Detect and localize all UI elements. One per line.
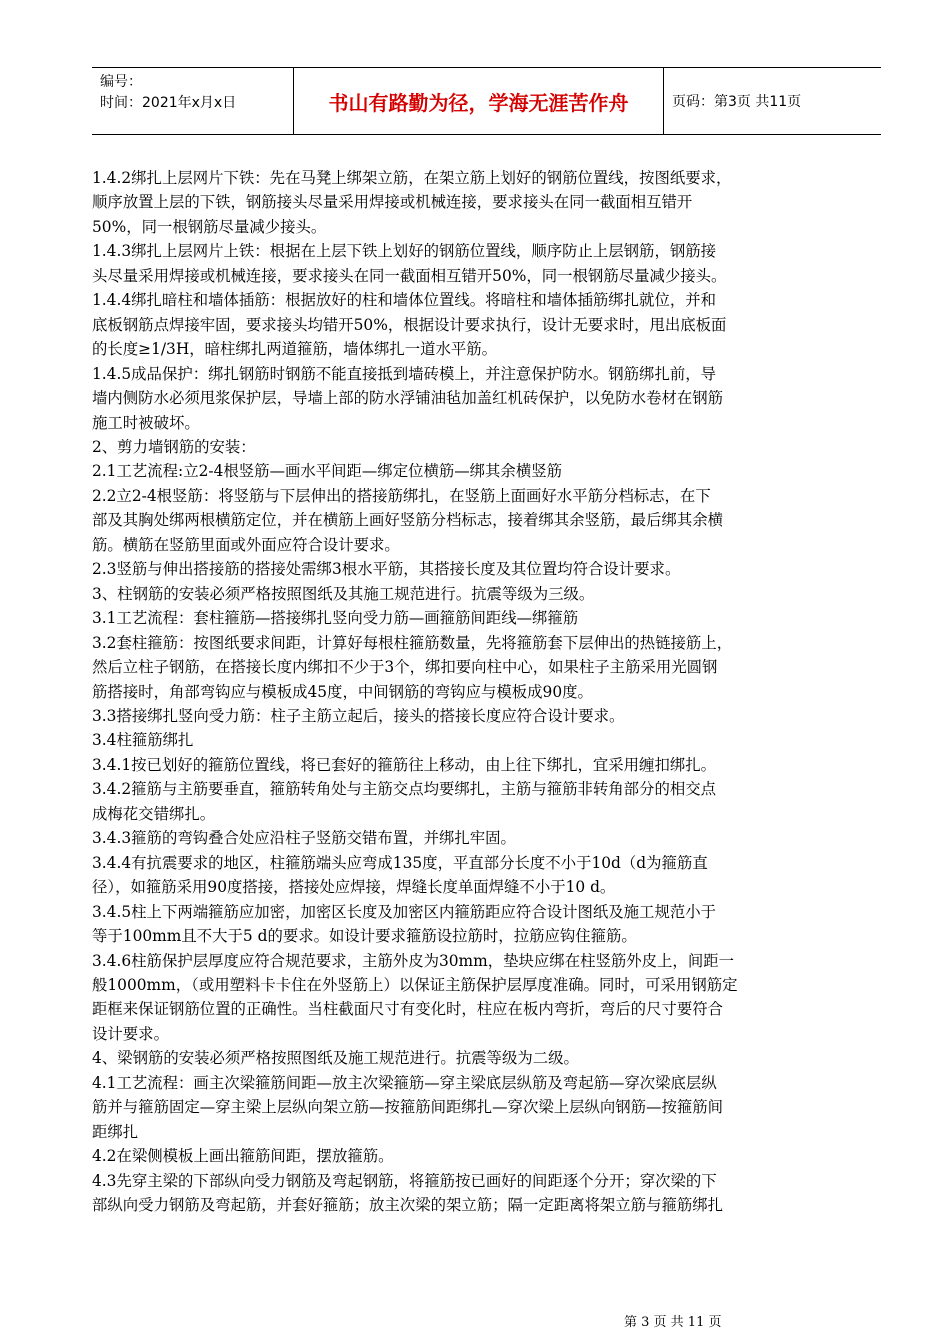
page-header: [92, 67, 881, 135]
text-line: 头尽量采用焊接或机械连接，要求接头在同一截面相互错开50%，同一根钢筋尽量减少接头。: [92, 266, 727, 285]
text-line: 墙内侧防水必须甩浆保护层，导墙上部的防水浮铺油毡加盖红机砖保护，以免防水卷材在钢筋: [92, 389, 724, 408]
text-line: 2.2立2-4根竖筋：将竖筋与下层伸出的搭接筋绑扎，在竖筋上面画好水平筋分档标志，在下: [92, 486, 711, 505]
text-line: 部纵向受力钢筋及弯起筋，并套好箍筋；放主次梁的架立筋；隔一定距离将架立筋与箍筋绑扎: [92, 1196, 724, 1215]
header-page-info: 页码：第3页 共11页: [672, 94, 802, 110]
text-line: 50%，同一根钢筋尽量减少接头。: [92, 217, 327, 236]
text-line: 3.3搭接绑扎竖向受力筋：柱子主筋立起后，接头的搭接长度应符合设计要求。: [92, 706, 625, 725]
text-line: 3.4.2箍筋与主筋要垂直，箍筋转角处与主筋交点均要绑扎，主筋与箍筋非转角部分的相交点: [92, 780, 717, 799]
text-line: 设计要求。: [92, 1024, 169, 1043]
text-line: 3.4.1按已划好的箍筋位置线，将已套好的箍筋往上移动，由上往下绑扎，宜采用缠扣绑扎。: [92, 755, 717, 774]
text-line: 施工时被破坏。: [92, 413, 200, 432]
text-line: 1.4.5成品保护：绑扎钢筋时钢筋不能直接抵到墙砖模上，并注意保护防水。钢筋绑扎前，导: [92, 364, 717, 383]
text-line: 4.1工艺流程：画主次梁箍筋间距—放主次梁箍筋—穿主梁底层纵筋及弯起筋—穿次梁底层纵: [92, 1073, 717, 1092]
text-line: 1.4.3绑扎上层网片上铁：根据在上层下铁上划好的钢筋位置线，顺序防止上层钢筋，钢筋接: [92, 242, 717, 261]
text-line: 4.2在梁侧模板上画出箍筋间距，摆放箍筋。: [92, 1147, 394, 1166]
text-line: 成梅花交错绑扎。: [92, 804, 216, 823]
text-line: 3.4柱箍筋绑扎: [92, 731, 194, 750]
document-body: [92, 166, 892, 1217]
text-line: 1.4.4绑扎暗柱和墙体插筋：根据放好的柱和墙体位置线。将暗柱和墙体插筋绑扎就位，并和: [92, 291, 717, 310]
text-line: 4、梁钢筋的安装必须严格按照图纸及施工规范进行。抗震等级为二级。: [92, 1049, 579, 1068]
text-line: 底板钢筋点焊接牢固，要求接头均错开50%，根据设计要求执行，设计无要求时，甩出底板面: [92, 315, 727, 334]
text-line: 2.3竖筋与伸出搭接筋的搭接处需绑3根水平筋，其搭接长度及其位置均符合设计要求。: [92, 560, 681, 579]
text-line: 筋。横筋在竖筋里面或外面应符合设计要求。: [92, 535, 400, 554]
text-line: 筋并与箍筋固定—穿主梁上层纵向架立筋—按箍筋间距绑扎—穿次梁上层纵向钢筋—按箍筋间: [92, 1098, 724, 1117]
header-divider-right: [663, 68, 664, 134]
text-line: 3、柱钢筋的安装必须严格按照图纸及其施工规范进行。抗震等级为三级。: [92, 584, 595, 603]
page-footer: 第 3 页 共 11 页: [624, 1315, 722, 1330]
text-line: 3.2套柱箍筋：按图纸要求间距，计算好每根柱箍筋数量，先将箍筋套下层伸出的热链接筋上，: [92, 633, 733, 652]
text-line: 3.1工艺流程：套柱箍筋—搭接绑扎竖向受力筋—画箍筋间距线—绑箍筋: [92, 609, 579, 628]
text-line: 径），如箍筋采用90度搭接，搭接处应焊接，焊缝长度单面焊缝不小于10 d。: [92, 878, 616, 897]
text-line: 3.4.4有抗震要求的地区，柱箍筋端头应弯成135度，平直部分长度不小于10d（d为箍筋直: [92, 853, 708, 872]
text-line: 3.4.5柱上下两端箍筋应加密，加密区长度及加密区内箍筋距应符合设计图纸及施工规范小于: [92, 902, 717, 921]
text-line: 筋搭接时，角部弯钩应与模板成45度，中间钢筋的弯钩应与模板成90度。: [92, 682, 593, 701]
text-line: 2、剪力墙钢筋的安装：: [92, 437, 256, 456]
text-line: 2.1工艺流程:立2-4根竖筋—画水平间距—绑定位横筋—绑其余横竖筋: [92, 462, 562, 481]
text-line: 1.4.2绑扎上层网片下铁：先在马凳上绑架立筋，在架立筋上划好的钢筋位置线，按图纸要求，: [92, 169, 732, 187]
text-line: 等于100mm且不大于5 d的要求。如设计要求箍筋设拉筋时，拉筋应钩住箍筋。: [92, 927, 637, 946]
text-line: 般1000mm，（或用塑料卡卡住在外竖筋上）以保证主筋保护层厚度准确。同时，可采用钢筋定: [92, 975, 738, 994]
text-line: 4.3先穿主梁的下部纵向受力钢筋及弯起钢筋，将箍筋按已画好的间距逐个分开；穿次梁的下: [92, 1171, 717, 1190]
text-line: 顺序放置上层的下铁，钢筋接头尽量采用焊接或机械连接，要求接头在同一截面相互错开: [92, 193, 693, 212]
text-line: 距绑扎: [92, 1122, 139, 1141]
text-line: 3.4.6柱筋保护层厚度应符合规范要求，主筋外皮为30mm，垫块应绑在柱竖筋外皮上，间距一: [92, 951, 734, 970]
text-line: 3.4.3箍筋的弯钩叠合处应沿柱子竖筋交错布置，并绑扎牢固。: [92, 829, 516, 848]
header-motto: 书山有路勤为径，学海无涯苦作舟: [328, 90, 629, 115]
number-label: 编号：: [100, 74, 142, 90]
header-meta: [100, 72, 236, 114]
text-line: 的长度≥1/3H，暗柱绑扎两道箍筋，墙体绑扎一道水平筋。: [92, 340, 498, 359]
text-line: 距框来保证钢筋位置的正确性。当柱截面尺寸有变化时，柱应在板内弯折，弯后的尺寸要符合: [92, 1000, 724, 1019]
text-line: 部及其胸处绑两根横筋定位，并在横筋上画好竖筋分档标志，接着绑其余竖筋，最后绑其余横: [92, 511, 724, 530]
time-label: 时间：2021年x月x日: [100, 95, 237, 111]
text-line: 然后立柱子钢筋，在搭接长度内绑扣不少于3个，绑扣要向柱中心，如果柱子主筋采用光圆钢: [92, 658, 718, 677]
